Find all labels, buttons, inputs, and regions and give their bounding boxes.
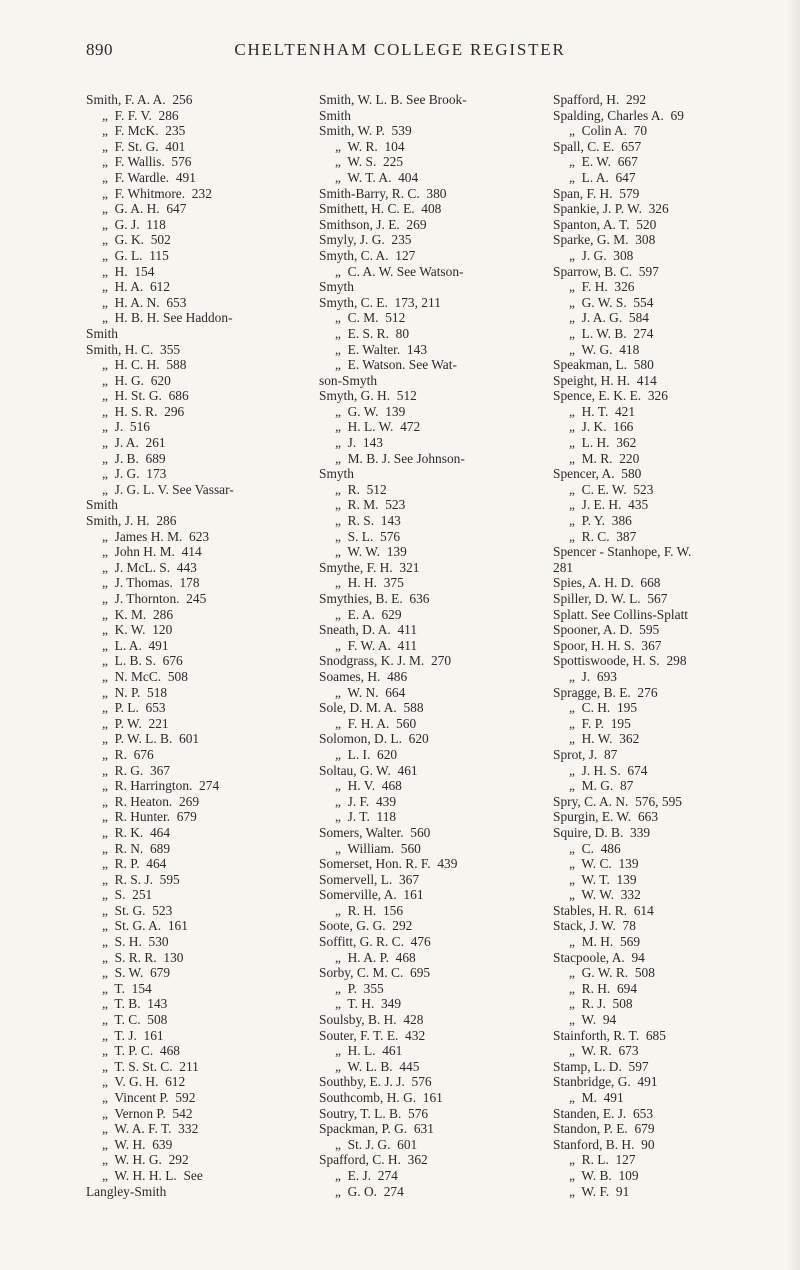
index-entry: „ G. O. 274: [335, 1183, 404, 1199]
index-entry: „ E. W. 667: [569, 154, 638, 170]
index-entry: „ V. G. H. 612: [102, 1074, 186, 1090]
index-entry: Smyth: [319, 279, 354, 295]
index-entry: „ H. B. H. See Haddon-: [102, 310, 233, 326]
index-entry: „ William. 560: [335, 840, 421, 856]
index-entry: „ R. L. 127: [569, 1152, 636, 1168]
index-entry: Sole, D. M. A. 588: [319, 700, 424, 716]
index-entry: „ W. R. 673: [569, 1043, 639, 1059]
index-entry: Standon, P. E. 679: [553, 1121, 655, 1137]
index-entry: Spencer - Stanhope, F. W.: [553, 544, 692, 560]
index-entry: „ H. A. 612: [102, 279, 171, 295]
index-entry: „ W. N. 664: [335, 684, 406, 700]
index-entry: Smith, W. P. 539: [319, 123, 412, 139]
index-entry: „ G. W. R. 508: [569, 965, 655, 981]
index-entry: „ C. A. W. See Watson-: [335, 263, 464, 279]
index-entry: „ E. J. 274: [335, 1167, 398, 1183]
index-entry: „ S. R. R. 130: [102, 949, 184, 965]
index-entry: „ St. G. A. 161: [102, 918, 188, 934]
index-entry: „ W. H. 639: [102, 1136, 173, 1152]
index-entry: „ W. T. 139: [569, 871, 637, 887]
index-entry: „ J. 143: [335, 435, 383, 451]
index-entry: Squire, D. B. 339: [553, 824, 651, 840]
index-entry: „ J. K. 166: [569, 419, 634, 435]
index-entry: „ W. 94: [569, 1012, 617, 1028]
index-entry: Stanford, B. H. 90: [553, 1136, 655, 1152]
index-entry: „ T. 154: [102, 980, 152, 996]
index-entry: Smyth, G. H. 512: [319, 388, 417, 404]
index-entry: „ W. R. 104: [335, 138, 405, 154]
index-entry: Snodgrass, K. J. M. 270: [319, 653, 452, 669]
index-entry: „ S. W. 679: [102, 965, 171, 981]
page-number: 890: [86, 40, 113, 59]
page-header: [0, 40, 800, 70]
index-entry: Soffitt, G. R. C. 476: [319, 934, 431, 950]
index-entry: „ R. P. 464: [102, 856, 167, 872]
index-entry: „ W. C. 139: [569, 856, 639, 872]
index-entry: „ H. H. 375: [335, 575, 404, 591]
index-entry: 281: [553, 559, 574, 575]
index-entry: „ T. B. 143: [102, 996, 168, 1012]
index-entry: „ F. Wardle. 491: [102, 169, 196, 185]
index-entry: Spencer, A. 580: [553, 466, 642, 482]
index-entry: „ S. 251: [102, 887, 153, 903]
index-entry: Spanton, A. T. 520: [553, 216, 657, 232]
index-entry: „ L. H. 362: [569, 435, 637, 451]
index-entry: „ Vernon P. 542: [102, 1105, 193, 1121]
index-entry: „ P. 355: [335, 980, 384, 996]
index-entry: „ P. W. L. B. 601: [102, 731, 200, 747]
index-entry: Speight, H. H. 414: [553, 372, 657, 388]
index-entry: „ F. H. A. 560: [335, 715, 417, 731]
index-entry: „ C. M. 512: [335, 310, 406, 326]
index-entry: „ H. W. 362: [569, 731, 640, 747]
index-entry: Soames, H. 486: [319, 668, 408, 684]
index-entry: Splatt. See Collins-Splatt: [553, 606, 689, 622]
index-entry: „ R. G. 367: [102, 762, 171, 778]
index-entry: „ C. E. W. 523: [569, 481, 654, 497]
index-entry: „ W. H. G. 292: [102, 1152, 189, 1168]
index-entry: „ R. K. 464: [102, 824, 171, 840]
index-entry: „ R. M. 523: [335, 497, 406, 513]
index-entry: „ R. H. 156: [335, 902, 404, 918]
index-entry: „ F. Whitmore. 232: [102, 185, 212, 201]
index-entry: „ K. W. 120: [102, 622, 173, 638]
index-entry: Standen, E. J. 653: [553, 1105, 654, 1121]
index-entry: Spooner, A. D. 595: [553, 622, 660, 638]
index-entry: „ J. Thornton. 245: [102, 591, 207, 606]
index-entry: Smith, F. A. A. 256: [86, 92, 193, 107]
index-entry: „ J. G. L. V. See Vassar-: [102, 481, 234, 497]
index-entry: Spankie, J. P. W. 326: [553, 201, 669, 217]
index-entry: „ E. A. 629: [335, 606, 402, 622]
index-entry: „ M. G. 87: [569, 778, 634, 794]
index-entry: „ G. K. 502: [102, 232, 171, 248]
index-entry: „ J. A. 261: [102, 435, 166, 451]
index-entry: Sparke, G. M. 308: [553, 232, 656, 248]
index-entry: „ J. McL. S. 443: [102, 559, 197, 575]
index-entry: Smithett, H. C. E. 408: [319, 201, 442, 217]
index-entry: „ F. H. 326: [569, 279, 635, 295]
index-entry: Soote, G. G. 292: [319, 918, 413, 934]
index-entry: „ F. McK. 235: [102, 123, 186, 139]
index-entry: „ K. M. 286: [102, 606, 174, 622]
index-entry: „ J. A. G. 584: [569, 310, 649, 326]
index-entry: Spry, C. A. N. 576, 595: [553, 793, 682, 809]
index-entry: „ N. P. 518: [102, 684, 168, 700]
index-entry: Spiller, D. W. L. 567: [553, 591, 668, 606]
index-entry: „ J. G. 308: [569, 247, 634, 263]
index-entry: „ Colin A. 70: [569, 123, 648, 139]
index-entry: „ R. Hunter. 679: [102, 809, 197, 825]
index-entry: „ H. S. R. 296: [102, 403, 185, 419]
index-entry: „ R. S. J. 595: [102, 871, 180, 887]
index-entry: „ J. E. H. 435: [569, 497, 649, 513]
index-entry: Smyth, C. E. 173, 211: [319, 294, 441, 310]
index-entry: „ J. 693: [569, 668, 617, 684]
index-entry: „ L. I. 620: [335, 746, 398, 762]
index-entry: Spence, E. K. E. 326: [553, 388, 668, 404]
index-entry: „ R. N. 689: [102, 840, 171, 856]
index-entry: Spurgin, E. W. 663: [553, 809, 659, 825]
index-entry: Southcomb, H. G. 161: [319, 1090, 443, 1105]
index-entry: „ H. T. 421: [569, 403, 636, 419]
index-entry: Langley-Smith: [86, 1183, 167, 1199]
index-entry: Sprot, J. 87: [553, 746, 618, 762]
index-entry: „ L. B. S. 676: [102, 653, 183, 669]
index-entry: „ G. L. 115: [102, 247, 169, 263]
index-entry: „ E. S. R. 80: [335, 325, 410, 341]
index-entry: „ James H. M. 623: [102, 528, 210, 544]
index-entry: Smythe, F. H. 321: [319, 559, 420, 575]
index-entry: Smith-Barry, R. C. 380: [319, 185, 447, 201]
index-entry: Sparrow, B. C. 597: [553, 263, 659, 279]
index-entry: „ R. Heaton. 269: [102, 793, 200, 809]
index-entry: „ R. 676: [102, 746, 154, 762]
index-entry: „ John H. M. 414: [102, 544, 202, 560]
index-entry: „ C. H. 195: [569, 700, 638, 716]
index-entry: Spall, C. E. 657: [553, 138, 642, 154]
index-entry: „ L. A. 647: [569, 169, 636, 185]
index-entry: „ P. Y. 386: [569, 513, 632, 529]
index-entry: „ L. W. B. 274: [569, 325, 654, 341]
index-entry: „ E. Watson. See Wat-: [335, 357, 457, 373]
index-entry: „ E. Walter. 143: [335, 341, 428, 357]
index-entry: Sneath, D. A. 411: [319, 622, 418, 638]
index-entry: „ H. 154: [102, 263, 155, 279]
index-entry: Speakman, L. 580: [553, 357, 654, 373]
index-entry: „ M. R. 220: [569, 450, 640, 466]
index-entry: „ R. Harrington. 274: [102, 778, 220, 794]
index-entry: „ M. H. 569: [569, 934, 641, 950]
index-entry: son-Smyth: [319, 372, 378, 388]
index-entry: „ T. J. 161: [102, 1027, 164, 1043]
index-entry: Smyth, C. A. 127: [319, 247, 416, 263]
index-entry: Soltau, G. W. 461: [319, 762, 418, 778]
index-entry: „ St. J. G. 601: [335, 1136, 418, 1152]
index-entry: „ R. H. 694: [569, 980, 638, 996]
index-entry: „ Vincent P. 592: [102, 1090, 196, 1105]
index-entry: Smythies, B. E. 636: [319, 591, 430, 606]
index-entry: „ R. S. 143: [335, 513, 401, 529]
index-entry: „ F. F. V. 286: [102, 107, 179, 123]
index-entry: „ S. H. 530: [102, 934, 169, 950]
index-entry: „ W. T. A. 404: [335, 169, 419, 185]
index-entry: „ F. St. G. 401: [102, 138, 186, 154]
index-entry: „ G. W. 139: [335, 403, 406, 419]
index-entry: „ W. W. 139: [335, 544, 407, 560]
index-entry: „ T. S. St. C. 211: [102, 1058, 199, 1074]
index-entry: „ J. B. 689: [102, 450, 166, 466]
index-entry: „ P. W. 221: [102, 715, 169, 731]
index-entry: Spafford, C. H. 362: [319, 1152, 428, 1168]
index-entry: „ G. J. 118: [102, 216, 166, 232]
index-entry: „ R. C. 387: [569, 528, 637, 544]
index-entry: „ J. T. 118: [335, 809, 397, 825]
index-entry: „ W. S. 225: [335, 154, 404, 170]
page-edge: [786, 0, 800, 1270]
index-column-2: [319, 92, 537, 1199]
index-entry: „ J. Thomas. 178: [102, 575, 200, 591]
index-entry: Somervell, L. 367: [319, 871, 420, 887]
index-entry: Spafford, H. 292: [553, 92, 647, 107]
index-entry: „ F. W. A. 411: [335, 637, 418, 653]
index-entry: Spottiswoode, H. S. 298: [553, 653, 687, 669]
index-entry: Soulsby, B. H. 428: [319, 1012, 424, 1028]
index-entry: „ W. G. 418: [569, 341, 640, 357]
index-entry: Spragge, B. E. 276: [553, 684, 658, 700]
index-entry: Smith: [319, 107, 351, 123]
index-entry: „ G. W. S. 554: [569, 294, 654, 310]
index-entry: „ H. L. 461: [335, 1043, 403, 1059]
index-entry: Stacpoole, A. 94: [553, 949, 645, 965]
index-entry: „ F. P. 195: [569, 715, 631, 731]
index-entry: Smyth: [319, 466, 354, 482]
index-entry: „ J. F. 439: [335, 793, 397, 809]
index-entry: „ W. W. 332: [569, 887, 641, 903]
index-entry: Smith, J. H. 286: [86, 513, 177, 529]
index-entry: Southby, E. J. J. 576: [319, 1074, 432, 1090]
index-entry: „ S. L. 576: [335, 528, 401, 544]
index-entry: Stack, J. W. 78: [553, 918, 636, 934]
index-entry: „ T. P. C. 468: [102, 1043, 180, 1059]
index-entry: Smithson, J. E. 269: [319, 216, 427, 232]
running-title: CHELTENHAM COLLEGE REGISTER: [234, 40, 566, 59]
index-entry: „ T. C. 508: [102, 1012, 168, 1028]
index-entry: „ H. C. H. 588: [102, 357, 187, 373]
index-entry: „ St. G. 523: [102, 902, 173, 918]
index-entry: Somerville, A. 161: [319, 887, 424, 903]
index-entry: Smith: [86, 497, 118, 513]
index-entry: „ H. L. W. 472: [335, 419, 421, 435]
index-entry: „ H. V. 468: [335, 778, 402, 794]
index-entry: „ J. G. 173: [102, 466, 167, 482]
index-entry: Smyly, J. G. 235: [319, 232, 412, 248]
index-entry: „ T. H. 349: [335, 996, 402, 1012]
index-column-3: [553, 92, 773, 1199]
index-entry: „ J. H. S. 674: [569, 762, 648, 778]
index-entry: „ J. 516: [102, 419, 150, 435]
index-entry: „ N. McC. 508: [102, 668, 188, 684]
index-entry: „ W. H. H. L. See: [102, 1167, 203, 1183]
index-entry: „ W. B. 109: [569, 1167, 639, 1183]
index-entry: „ C. 486: [569, 840, 621, 856]
index-entry: Solomon, D. L. 620: [319, 731, 429, 747]
index-entry: „ H. St. G. 686: [102, 388, 189, 404]
index-entry: Souter, F. T. E. 432: [319, 1027, 426, 1043]
index-entry: Stamp, L. D. 597: [553, 1058, 649, 1074]
index-entry: „ M. B. J. See Johnson-: [335, 450, 465, 466]
index-entry: Somers, Walter. 560: [319, 824, 431, 840]
index-entry: Spackman, P. G. 631: [319, 1121, 434, 1137]
index-entry: Spalding, Charles A. 69: [553, 107, 684, 123]
index-entry: „ P. L. 653: [102, 700, 166, 716]
index-column-1: [86, 92, 302, 1199]
index-entry: Stables, H. R. 614: [553, 902, 654, 918]
index-entry: „ W. L. B. 445: [335, 1058, 420, 1074]
index-entry: „ W. F. 91: [569, 1183, 630, 1199]
index-entry: Span, F. H. 579: [553, 185, 640, 201]
index-entry: „ H. A. N. 653: [102, 294, 187, 310]
index-entry: Smith, W. L. B. See Brook-: [319, 92, 467, 107]
index-entry: Smith: [86, 325, 118, 341]
index-entry: Stainforth, R. T. 685: [553, 1027, 666, 1043]
index-entry: „ H. A. P. 468: [335, 949, 416, 965]
index-entry: Stanbridge, G. 491: [553, 1074, 658, 1090]
index-entry: Smith, H. C. 355: [86, 341, 181, 357]
index-entry: „ H. G. 620: [102, 372, 171, 388]
index-entry: „ M. 491: [569, 1090, 624, 1105]
index-entry: Spies, A. H. D. 668: [553, 575, 661, 591]
index-entry: Soutry, T. L. B. 576: [319, 1105, 429, 1121]
index-entry: „ F. Wallis. 576: [102, 154, 192, 170]
index-entry: „ W. A. F. T. 332: [102, 1121, 199, 1137]
index-entry: „ L. A. 491: [102, 637, 169, 653]
index-entry: Spoor, H. H. S. 367: [553, 637, 662, 653]
index-entry: Somerset, Hon. R. F. 439: [319, 856, 458, 872]
index-entry: „ R. J. 508: [569, 996, 633, 1012]
index-entry: „ R. 512: [335, 481, 387, 497]
index-entry: „ G. A. H. 647: [102, 201, 187, 217]
index-entry: Sorby, C. M. C. 695: [319, 965, 431, 981]
